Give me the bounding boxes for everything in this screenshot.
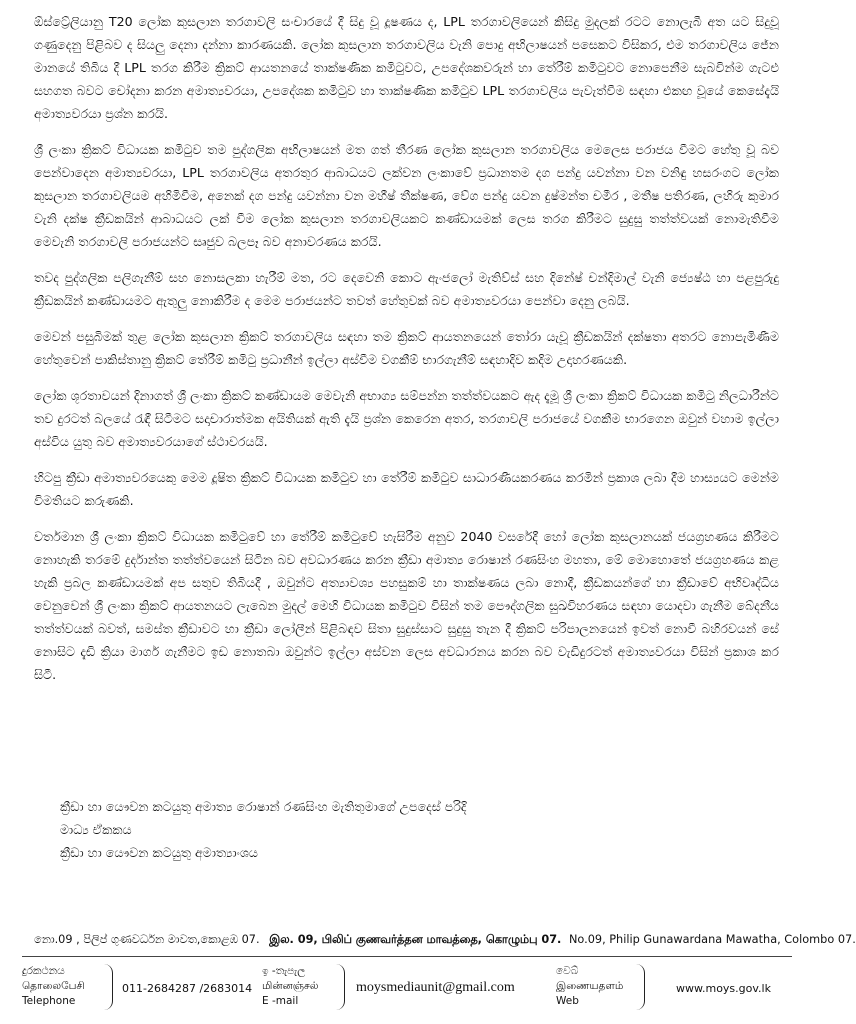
phone-brace [104,964,113,1010]
paragraph-6: හිටපු ක්‍රීඩා අමාත්‍යවරයෙකු මෙම දූෂිත ක්‍රිකට් විධායක කමිටුව හා තේරීම් කමිටුව සාධාරණීයකරණය කරමින් ප්‍රකාශ ලබා දීම හාස්‍යයට මෙන්ම විමතියට කරුණකි. [34,470,779,508]
signature-block [60,795,467,864]
web-value: www.moys.gov.lk [676,982,771,995]
paragraph-7: වර්තමාන ශ්‍රී ලංකා ක්‍රිකට් විධායක කමිටුවේ හා තේරීම් කමිටුවේ හැසිරීම අනුව 2040 වසරේදී හෝ ලෝක කුසලානයක් ජයග්‍රහණය කිරීමට නොහැකි තරමේ දුර්දාන්ත තත්ත්වයෙන් සිටින බව අවධාරණය කරන ක්‍රීඩා අමාත්‍ය රොෂාන් රණසිංහ මහතා, මේ මොහොතේ ජයග්‍රහණය කළ හැකි ප්‍රබල කණ්ඩායමක් අප සතුව තිබියදී , ඔවුන්ට අත්‍යාවශ්‍ය පහසුකම් හා තාක්ෂණය ලබා නොදී, ක්‍රීඩකයන්ගේ හා ක්‍රීඩාවේ අභිවෘද්ධිය වෙනුවෙන් ශ්‍රී ලංකා ක්‍රිකට් ආයතනයට ලැබෙන මුදල් මෙහි විධායක කමිටුව විසින් තම පෞද්ගලික සුඛවිහරණය සඳහා යොදවා ගැනීම බේදනීය තත්ත්වයක් බවත්, සමස්ත ක්‍රීඩාවට හා ක්‍රීඩා ලෝලීන් පිළිබඳව සිතා සුදුස්සාට සුදුසු තැන දී ක්‍රිකට් පරිපාලනයෙන් ඉවත් නොවී බහිරවයන් සේ නොසිට දැඩි ක්‍රියා මාර්ග ගැනීමට ඉඩ නොතබා ඔවුන්ට ඉල්ලා අස්වන ලෙස අවධාරනය කරන බව වැඩිදුරටත් අමාත්‍යවරයා විසින් ප්‍රකාශ කර සිටී. [34,529,779,682]
email-value: moysmediaunit@gmail.com [356,980,515,995]
paragraph-2: ශ්‍රී ලංකා ක්‍රිකට් විධායක කමිටුව තම පුද්ගලික අභිලාෂයන් මත ගත් තීරණ ලෝක කුසලාන තරගාවලිය මෙලෙස පරාජය වීමට හේතු වූ බව පෙන්වාදෙන අමාත්‍යවරයා, LPL තරගාවලිය අතරතුර ආබාධයට ලක්වන ලංකාවේ ප්‍රධානතම දග පන්දු යවන්නා වන වනිඳු හසරංගට ලෝක කුසලාන තරගාවලියම අහිමිවීම, අනෙක් දග පන්දු යවන්නා වන මහීෂ් තීක්ෂණ, වේග පන්දු යවන දුෂ්මන්ත චමීර , මතීෂ පතිරණ, ලහිරු කුමාර වැනි දක්ෂ ක්‍රීඩකයින් ආබාධයට ලක් වීම ලෝක කුසලාන තරගාවලියකට කණ්ඩායමක් ලෙස තරග කිරීමට සුදුසු තත්ත්වයක් නොමැතිවීම මෙවැනි තරගාවලි පරාජයන්ට සෘජුව බලපෑ බව අනාවරණය කරයි. [34,142,779,249]
signature-line-instruction: ක්‍රීඩා හා යෞවන කටයුතු අමාත්‍ය රොෂාන් රණසිංහ මැතිතුමාගේ උපදෙස් පරිදි [60,799,467,814]
signature-line-unit: මාධ්‍ය ඒකකය [60,822,132,837]
web-label-si: වෙබ් [556,965,579,977]
paragraph-3: තවද පුද්ගලික පලිගැනීම් සහ නොසලකා හැරීම් මත, රට දෙවෙනි කොට ඇංජලෝ මැතිව්ස් සහ දිනේෂ් චන්දිමාල් වැනි ජ්‍යෙෂ්ඨ හා පළපුරුදු ක්‍රීඩකයින් කණ්ඩායමට ඇතුලු නොකිරීම ද මෙම පරාජයන්ට තවත් හේතුවක් බව අමාත්‍යවරයා පෙන්වා දෙනු ලබයි. [34,270,779,308]
paragraph-1: ඕස්ට්‍රේලියානු T20 ලෝක කුසලාන තරගාවලි සංචාරයේ දී සිදු වූ දූෂණය ද, LPL තරගාවලියෙන් කිසිදු මුදලක් රටට නොලැබී අත යට සිදුවූ ගණුදෙනු පිළිබව ද සියලු දෙනා දන්නා කාරණයකි. ලෝක කුසලාන තරගාවලිය වැනි පොදු අභිලාෂයන් පසෙකට විසිකර, එම තරගාවලිය ජේන මානයේ තිබිය දී LPL තරග කිරීම ක්‍රිකට් ආයතනයේ තාක්ෂණික කමිටුවට, උපදේශකවරුන් හා තේරීම් කමිටුවට නොපෙනීම සැබවින්ම ගැටළු සහගත බවට චෝදනා කරන අමාත්‍යවරයා, උපදේශක කමිටුව හා තාක්ෂණික කමිටුව LPL තරගාවලිය පැවැත්වීම සඳහා එකඟ වූයේ කෙසේදැයි අමාත්‍යවරයා ප්‍රශ්න කරයි. [34,14,779,121]
web-label-ta: இணையதளம் [556,980,624,992]
phone-labels [22,965,85,1008]
email-brace [336,964,345,1010]
press-release-body [34,10,779,699]
email-labels [262,965,319,1008]
footer-divider [22,956,792,957]
address-tamil: இல. 09, பிலிப் குணவர்த்தன மாவத்தை, கொழும்பு 07. [269,933,562,946]
phone-value: 011-2684287 /2683014 [122,982,253,995]
web-label-en: Web [556,995,579,1007]
paragraph-4: මෙවන් පසුබිමක් තුළ ලෝක කුසලාන ක්‍රිකට් තරගාවලිය සඳහා තම ක්‍රිකට් ආයතනයෙන් තෝරා යැවූ ක්‍රීඩකයින් දක්ෂතා අතරට නොපැමිණීම හේතුවෙන් පාකිස්තානු ක්‍රිකට් තේරීම් කමිටු ප්‍රධානීන් ඉල්ලා අස්වීම වගකීම් භාරගැනීම් සඳහාදිව කදිම උදාහරණයකි. [34,329,779,367]
signature-line-ministry: ක්‍රීඩා හා යෞවන කටයුතු අමාත්‍යාංශය [60,845,258,860]
footer-address [34,933,856,948]
phone-label-en: Telephone [22,995,76,1007]
email-label-si: ඉ -තැපැල [262,965,306,977]
web-labels [556,965,623,1008]
address-sinhala: නො.09 , පිලිප් ගුණවර්ධන මාවත,කොළඹ 07. [34,933,260,946]
phone-label-ta: தொலைபேசி [22,980,85,992]
web-brace [636,964,645,1010]
email-label-ta: மின்னஞ்சல் [262,980,319,992]
paragraph-5: ලෝක ශූරතාවයන් දිනාගත් ශ්‍රී ලංකා ක්‍රිකට් කණ්ඩායම මෙවැනි අභාග්‍ය සම්පන්න තත්ත්වයකට ඇද දැමූ ශ්‍රී ලංකා ක්‍රිකට් විධායක කමිටු නිලධාරීන්ට තව දුරටත් බලයේ රැඳී සිටීමට සදාචාරාත්මක අයිතියක් ඇති දැයි ප්‍රශ්න කෙරෙන අතර, තරගාවලි පරාජයේ වගකීම භාරගෙන ඔවුන් වහාම ඉල්ලා අස්විය යුතු බව අමාත්‍යවරයාගේ ස්ථාවරයයි. [34,388,779,449]
email-label-en: E -mail [262,995,299,1007]
address-english: No.09, Philip Gunawardana Mawatha, Colombo 07. [568,933,856,946]
phone-label-si: දුරකථනය [22,965,65,977]
